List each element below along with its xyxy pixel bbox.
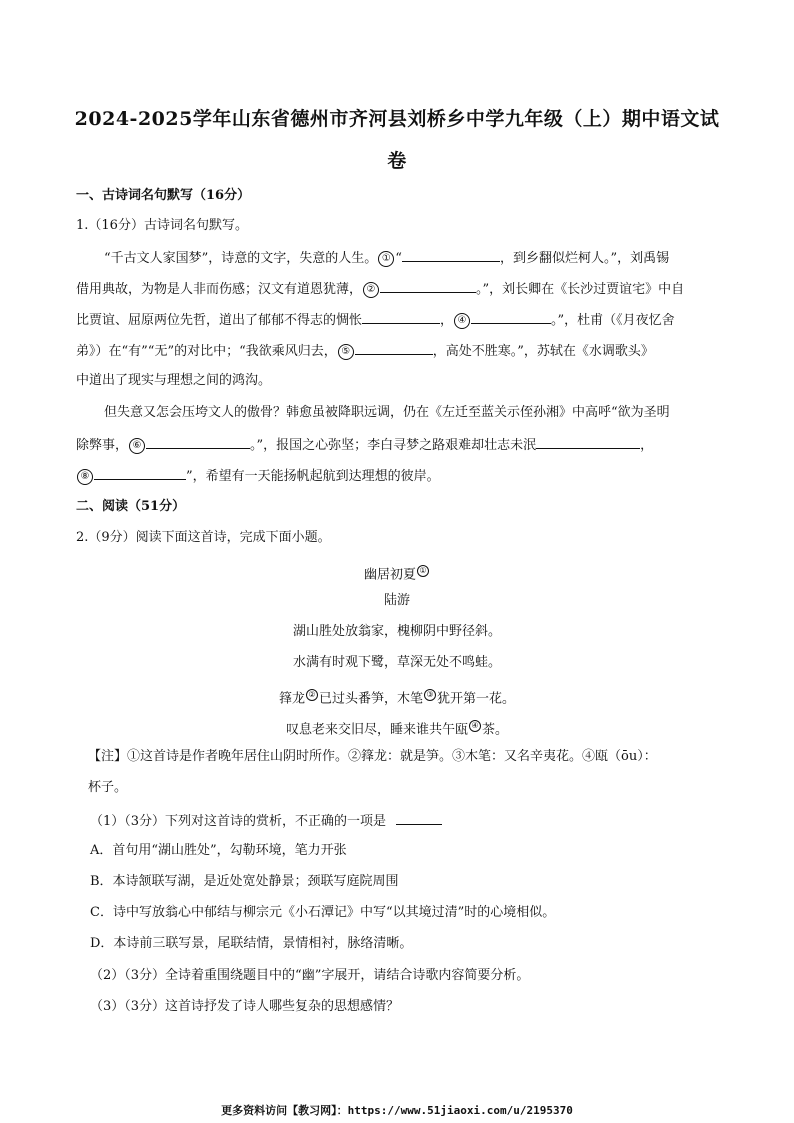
subquestion-2: （2）（3分）全诗着重围绕题目中的“幽”字展开，请结合诗歌内容简要分析。 (90, 968, 530, 983)
text: 犹开第一花。 (437, 691, 516, 707)
passage2-line2 (76, 434, 653, 456)
q2-intro: 2.（9分）阅读下面这首诗，完成下面小题。 (76, 530, 331, 545)
poem-author: 陆游 (383, 593, 410, 608)
text: 除弊事， (76, 438, 129, 453)
section2-heading: 二、阅读（51分） (76, 499, 186, 514)
answer-blank[interactable] (396, 810, 442, 825)
passage2-line3 (76, 465, 440, 487)
text: “千古文人家国梦”，诗意的文字，失意的人生。 (104, 251, 378, 266)
passage2-line1: 但失意又怎会压垮文人的傲骨？韩愈虽被降职远调，仍在《左迁至蓝关示侄孙湘》中高呼“欲为圣明 (104, 405, 670, 420)
footer-prefix: 更多资料访问【教习网】： (221, 1104, 348, 1117)
text: ， (640, 438, 654, 453)
mark-4: ④ (454, 313, 470, 329)
poem-line4 (0, 715, 794, 740)
blank-4[interactable] (471, 309, 551, 324)
option-a: A．首句用“湖山胜处”，勾勒环境，笔力开张 (90, 843, 347, 858)
exam-title-line2: 卷 (387, 150, 407, 172)
passage1-line1 (104, 247, 669, 269)
text: ， (440, 313, 454, 328)
passage1-line2 (76, 278, 684, 300)
blank-8[interactable] (94, 465, 186, 480)
mark-2: ② (363, 282, 379, 298)
text: 。”，报国之心弥坚；李白寻梦之路艰难却壮志未泯 (250, 438, 537, 453)
mark-6: ⑥ (129, 438, 145, 454)
text: 。”，刘长卿在《长沙过贾谊宅》中自 (476, 282, 685, 297)
note-mark-1: ① (417, 565, 429, 577)
blank-3[interactable] (362, 309, 440, 324)
text: 。”，杜甫（《月夜忆舍 (551, 313, 675, 328)
option-d: D．本诗前三联写景，尾联结情，景情相衬，脉络清晰。 (90, 936, 413, 951)
text: 弟》）在“有”“无”的对比中；“我欲乘风归去， (76, 344, 337, 359)
option-b: B．本诗颔联写湖，是近处宽处静景；颈联写庭院周围 (90, 874, 399, 889)
text: 叹息老来交旧尽，睡来谁共午瓯 (285, 722, 468, 738)
poem-line2: 水满有时观下鹭，草深无处不鸣蛙。 (292, 655, 501, 670)
poem-line3 (0, 684, 794, 709)
exam-title-line1: 2024-2025学年山东省德州市齐河县刘桥乡中学九年级（上）期中语文试 (74, 108, 720, 130)
passage1-line4 (76, 340, 654, 362)
poem-title (0, 560, 794, 585)
blank-5[interactable] (355, 340, 433, 355)
q1-intro: 1.（16分）古诗词名句默写。 (76, 218, 248, 233)
mark-8: ⑧ (77, 469, 93, 485)
text: ”，希望有一天能扬帆起航到达理想的彼岸。 (186, 469, 440, 484)
text: ，到乡翻似烂柯人。”，刘禹锡 (499, 251, 670, 266)
subquestion-3: （3）（3分）这首诗抒发了诗人哪些复杂的思想感情？ (90, 999, 400, 1014)
poem-title-text: 幽居初夏 (363, 567, 416, 583)
poem-line1: 湖山胜处放翁家，槐柳阴中野径斜。 (292, 624, 501, 639)
blank-2[interactable] (380, 278, 476, 293)
text: 比贾谊、屈原两位先哲，道出了郁郁不得志的惆怅 (76, 313, 363, 328)
text: 已过头番笋，木笔 (318, 691, 423, 707)
footer-link[interactable] (0, 1102, 794, 1118)
text: “ (395, 251, 402, 266)
text: 茶。 (482, 722, 509, 738)
poem-notes-line1: 【注】①这首诗是作者晚年居住山阴时所作。②箨龙：就是笋。③木笔：又名辛夷花。④瓯（ōu）： (88, 749, 657, 764)
note-mark-3: ③ (424, 689, 436, 701)
footer-url[interactable]: https://www.51jiaoxi.com/u/2195370 (347, 1104, 573, 1117)
text: 箨龙 (278, 691, 305, 707)
subquestion-1 (90, 810, 442, 832)
poem-notes-line2: 杯子。 (88, 780, 128, 795)
note-mark-2: ② (306, 689, 318, 701)
section1-heading: 一、古诗词名句默写（16分） (76, 188, 251, 203)
blank-6[interactable] (146, 434, 250, 449)
blank-7[interactable] (536, 434, 640, 449)
text: 借用典故，为物是人非而伤感；汉文有道恩犹薄， (76, 282, 363, 297)
option-c: C．诗中写放翁心中郁结与柳宗元《小石潭记》中写“以其境过清”时的心境相似。 (90, 905, 556, 920)
mark-5: ⑤ (338, 344, 354, 360)
passage1-line3 (76, 309, 675, 331)
text: ，高处不胜寒。”，苏轼在《水调歌头》 (432, 344, 654, 359)
note-mark-4: ④ (469, 720, 481, 732)
blank-1[interactable] (402, 247, 500, 262)
mark-1: ① (378, 251, 394, 267)
text: （1）（3分）下列对这首诗的赏析，不正确的一项是 (90, 814, 387, 829)
passage1-line5: 中道出了现实与理想之间的鸿沟。 (76, 373, 272, 388)
